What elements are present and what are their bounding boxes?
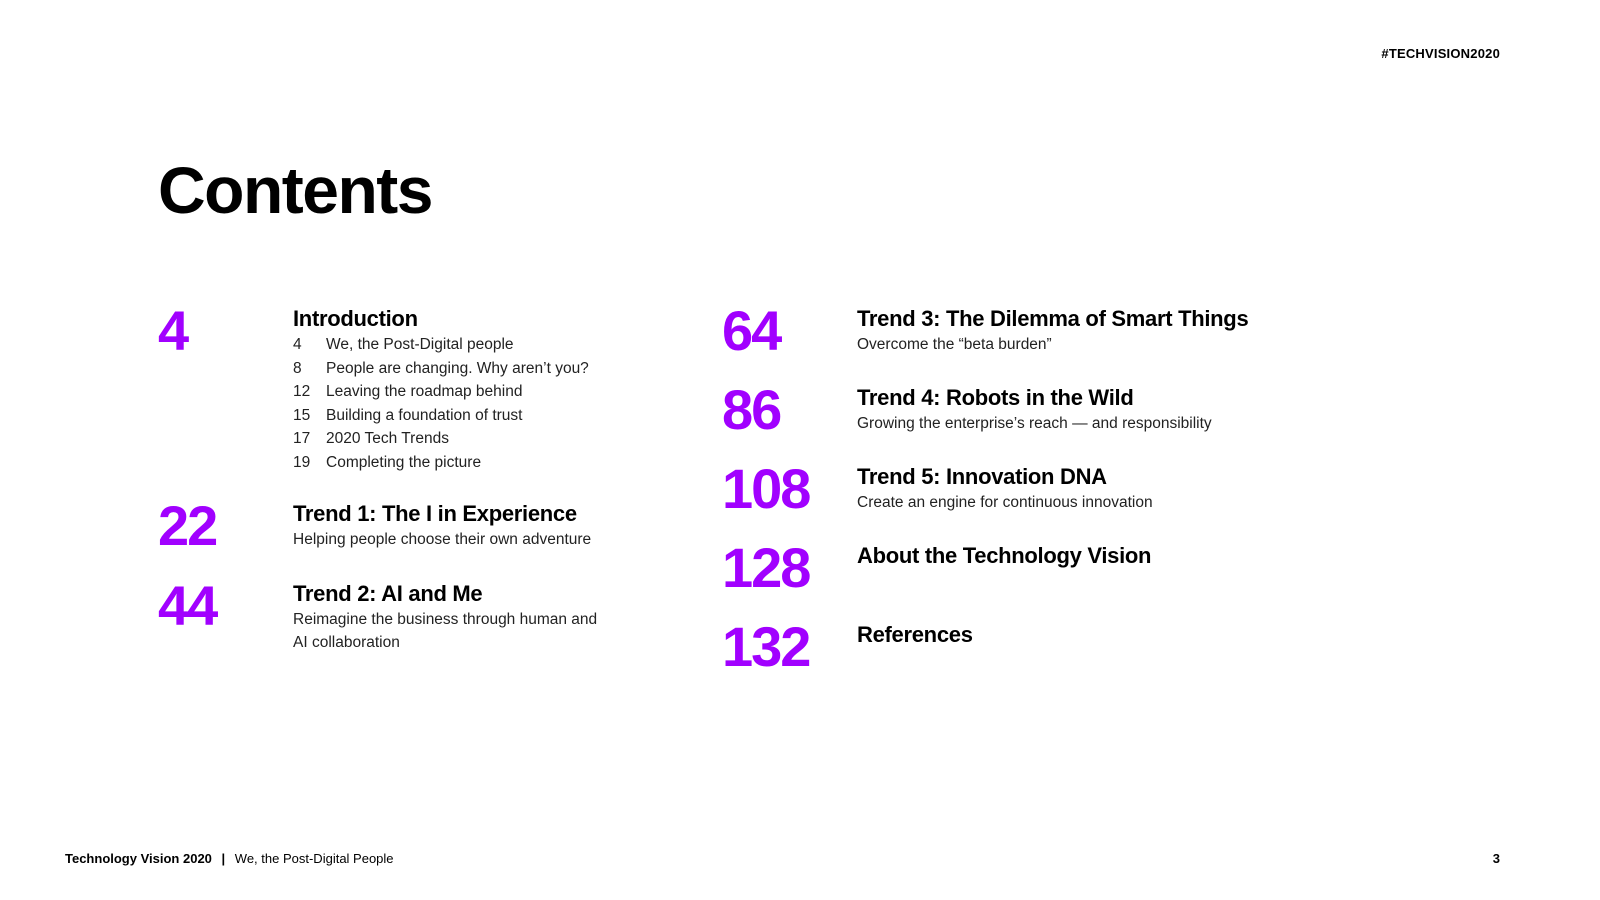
toc-subitem[interactable]	[293, 451, 718, 475]
toc-heading: Introduction	[293, 306, 418, 331]
toc-subitem-page: 15	[293, 406, 311, 424]
footer-section: We, the Post-Digital People	[234, 851, 394, 866]
toc-subitem-label: Leaving the roadmap behind	[326, 383, 523, 400]
toc-subitem-page: 12	[293, 383, 311, 400]
toc-subitem-label: We, the Post-Digital people	[326, 336, 514, 353]
toc-entry-references[interactable]	[722, 615, 1282, 678]
toc-heading: Trend 5: Innovation DNA	[857, 464, 1107, 489]
page-title: Contents	[158, 153, 432, 227]
toc-subitem-list	[293, 333, 718, 474]
toc-subtitle: Overcome the “beta burden”	[857, 336, 1052, 353]
toc-subtitle: Create an engine for continuous innovation	[857, 494, 1153, 511]
toc-page-number: 64	[722, 299, 781, 362]
toc-page-number: 44	[158, 574, 217, 637]
toc-heading: Trend 3: The Dilemma of Smart Things	[857, 306, 1249, 331]
toc-subtitle: Growing the enterprise’s reach — and responsibility	[857, 415, 1212, 432]
toc-heading: Trend 1: The I in Experience	[293, 501, 577, 526]
footer-separator: |	[221, 851, 226, 866]
toc-subitem[interactable]	[293, 380, 718, 404]
hashtag-label: #TECHVISION2020	[1381, 46, 1500, 61]
toc-page-number: 132	[722, 615, 810, 678]
toc-entry-trend-4[interactable]	[722, 378, 1282, 441]
toc-subtitle: Helping people choose their own adventure	[293, 531, 592, 548]
toc-entry-trend-1[interactable]	[158, 494, 718, 557]
toc-subtitle-line-2: AI collaboration	[293, 634, 400, 651]
toc-entry-trend-3[interactable]	[722, 299, 1282, 362]
contents-right-column	[722, 299, 1282, 678]
page-number: 3	[1492, 851, 1500, 866]
toc-subitem-page: 19	[293, 453, 311, 471]
toc-heading: Trend 4: Robots in the Wild	[857, 385, 1134, 410]
toc-subitem-page: 4	[293, 336, 302, 353]
toc-heading: References	[857, 622, 973, 647]
toc-heading: About the Technology Vision	[857, 543, 1152, 568]
toc-page-number: 22	[158, 494, 217, 557]
toc-page-number: 128	[722, 536, 810, 599]
toc-subitem[interactable]	[293, 357, 718, 381]
toc-subitem[interactable]	[293, 333, 718, 357]
toc-entry-about[interactable]	[722, 536, 1282, 599]
toc-subitem-label: Completing the picture	[326, 453, 482, 471]
contents-left-column	[158, 299, 718, 654]
toc-page-number: 86	[722, 378, 781, 441]
toc-subitem-label: People are changing. Why aren’t you?	[326, 359, 589, 377]
toc-subtitle-line-1: Reimagine the business through human and	[293, 611, 598, 628]
toc-subitem[interactable]	[293, 404, 718, 428]
toc-entry-introduction[interactable]	[158, 299, 718, 474]
toc-page-number: 4	[158, 299, 188, 362]
toc-subitem[interactable]	[293, 427, 718, 451]
footer-brand: Technology Vision 2020	[65, 851, 212, 866]
toc-subitem-label: 2020 Tech Trends	[326, 430, 449, 447]
toc-entry-trend-2[interactable]	[158, 574, 718, 654]
toc-page-number: 108	[722, 457, 810, 520]
footer	[65, 851, 394, 866]
toc-subitem-page: 17	[293, 430, 311, 447]
toc-subitem-page: 8	[293, 359, 302, 377]
toc-subitem-label: Building a foundation of trust	[326, 406, 523, 424]
toc-heading: Trend 2: AI and Me	[293, 581, 483, 606]
toc-entry-trend-5[interactable]	[722, 457, 1282, 520]
